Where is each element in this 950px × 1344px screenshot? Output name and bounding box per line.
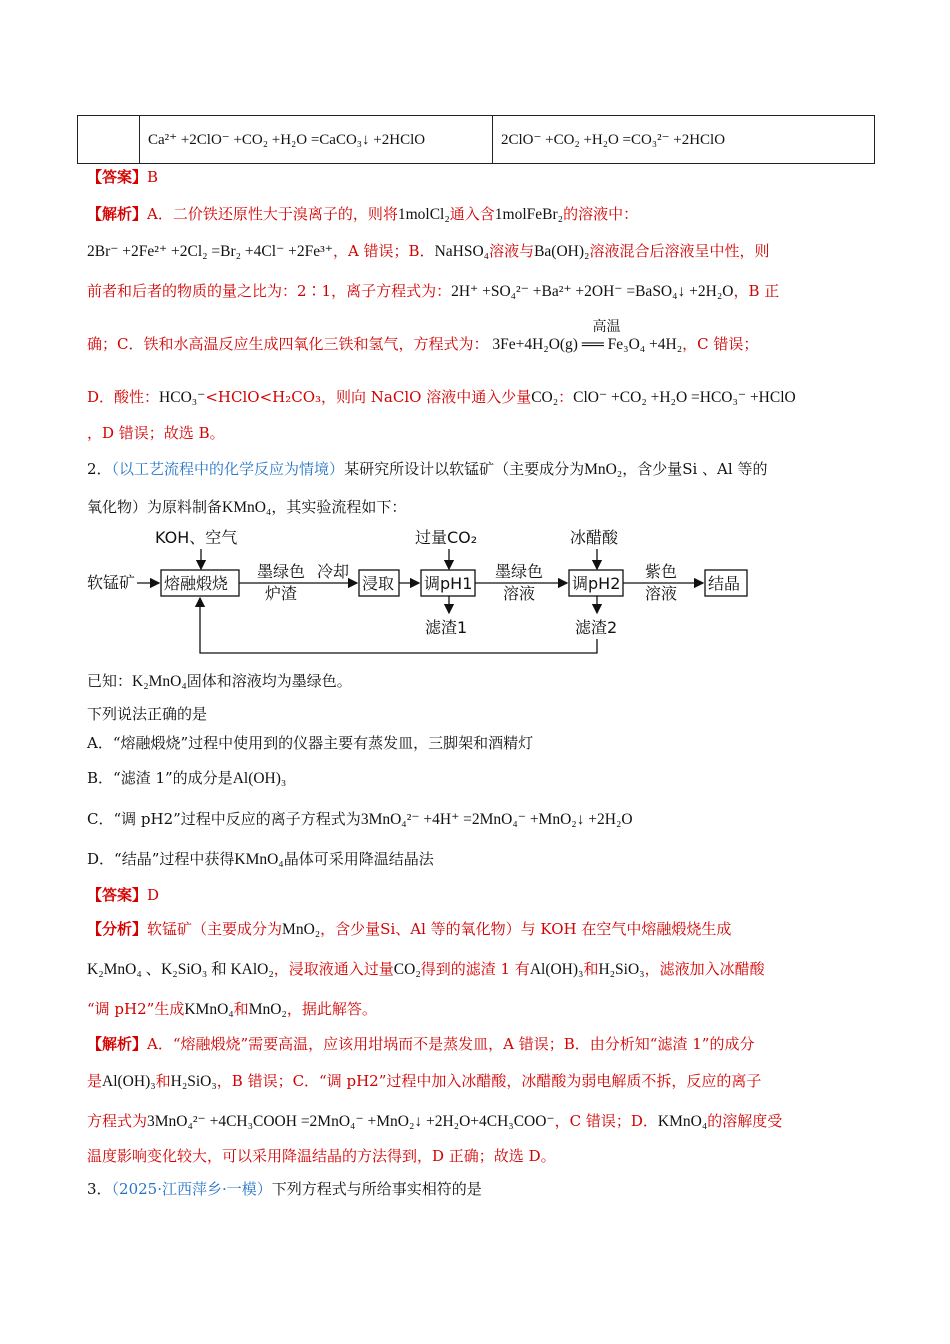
q1-analysis-line6: ，D 错误；故选 B。: [87, 424, 225, 442]
q2-answer: 【答案】D: [87, 886, 160, 904]
q1-analysis-line1: 【解析】A．二价铁还原性大于溴离子的，则将1molCl₂通入含1molFeBr₂的溶液中：: [87, 205, 639, 223]
q1-analysis-line3: 前者和后者的物质的量之比为：2∶1，离子方程式为：2H⁺ +SO₄²⁻ +Ba²⁺ +2OH⁻ =BaSO₄↓ +2H₂O，B 正: [87, 282, 780, 300]
table-cell-empty: [78, 116, 140, 164]
q2-jiexi-line1: 【解析】A．“熔融煅烧”需要高温，应该用坩埚而不是蒸发皿，A 错误；B．由分析知“滤渣 1”的成分: [87, 1035, 755, 1053]
q2-option-a: A．“熔融煅烧”过程中使用到的仪器主要有蒸发皿，三脚架和酒精灯: [87, 734, 534, 752]
flow-box-1-label: 熔融煅烧: [164, 574, 229, 593]
flow-mid-3b: 溶液: [645, 584, 678, 603]
q1-analysis-line4: 确；C．铁和水高温反应生成四氧化三铁和氢气，方程式为： 高温 3Fe+4H₂O(g) ══ Fe₃O₄ +4H₂，C 错误；: [87, 333, 758, 356]
flow-output-2: 滤渣2: [575, 618, 618, 637]
flow-mid-3a: 紫色: [645, 562, 678, 581]
option-table-row: [77, 115, 875, 164]
q2-option-d: D．“结晶”过程中获得KMnO₄晶体可采用降温结晶法: [87, 850, 434, 868]
q1-analysis-line5: D．酸性：HCO₃⁻<HClO<H₂CO₃，则向 NaClO 溶液中通入少量CO₂：ClO⁻ +CO₂ +H₂O =HCO₃⁻ +HClO: [87, 388, 796, 406]
q3-stem: 3．（2025·江西萍乡·一模）下列方程式与所给事实相符的是: [87, 1180, 482, 1198]
flow-input-2: 过量CO₂: [415, 528, 478, 547]
flow-cool: 冷却: [317, 562, 350, 581]
flow-box-2-label: 浸取: [362, 574, 395, 593]
process-flow-diagram: [85, 525, 765, 660]
q2-fenxi-line3: “调 pH2”生成KMnO₄和MnO₂，据此解答。: [87, 1000, 377, 1018]
q2-option-c: C．“调 pH2”过程中反应的离子方程式为3MnO₄²⁻ +4H⁺ =2MnO₄⁻ +MnO₂↓ +2H₂O: [87, 810, 633, 828]
q1-analysis-line2: 2Br⁻ +2Fe²⁺ +2Cl₂ =Br₂ +4Cl⁻ +2Fe³⁺，A 错误；B．NaHSO₄溶液与Ba(OH)₂溶液混合后溶液呈中性，则: [87, 242, 770, 260]
flow-box-4-label: 调pH2: [572, 574, 621, 593]
flow-box-3-label: 调pH1: [424, 574, 473, 593]
q2-stem-line2: 氧化物）为原料制备KMnO₄，其实验流程如下：: [87, 498, 407, 516]
q2-option-b: B．“滤渣 1”的成分是Al(OH)₃: [87, 769, 287, 787]
flow-mid-2a: 墨绿色: [495, 562, 544, 581]
q2-known: 已知：K₂MnO₄固体和溶液均为墨绿色。: [87, 672, 352, 690]
flow-input-1: KOH、空气: [155, 528, 238, 547]
q2-stem-line1: 2．（以工艺流程中的化学反应为情境）某研究所设计以软锰矿（主要成分为MnO₂，含少量Si 、Al 等的: [87, 460, 768, 478]
flow-mid-2b: 溶液: [503, 584, 536, 603]
flow-output-1: 滤渣1: [425, 618, 468, 637]
q2-fenxi-line1: 【分析】软锰矿（主要成分为MnO₂，含少量Si、Al 等的氧化物）与 KOH 在空气中熔融煅烧生成: [87, 920, 732, 938]
flow-start: 软锰矿: [87, 573, 136, 592]
flow-mid-1a: 墨绿色: [257, 562, 306, 581]
flow-mid-1b: 炉渣: [265, 584, 298, 603]
condition-label: 高温: [592, 319, 621, 335]
q1-answer: 【答案】B: [87, 168, 159, 186]
flow-box-5-label: 结晶: [708, 574, 741, 593]
table-cell-equation-2: 2ClO⁻ +CO₂ +H₂O =CO₃²⁻ +2HClO: [493, 116, 875, 164]
q2-fenxi-line2: K₂MnO₄ 、K₂SiO₃ 和 KAlO₂，浸取液通入过量CO₂得到的滤渣 1 有Al(OH)₃和H₂SiO₃，滤液加入冰醋酸: [87, 960, 765, 978]
q2-jiexi-line4: 温度影响变化较大，可以采用降温结晶的方法得到，D 正确；故选 D。: [87, 1147, 556, 1165]
table-cell-equation-1: Ca²⁺ +2ClO⁻ +CO₂ +H₂O =CaCO₃↓ +2HClO: [140, 116, 493, 164]
q2-jiexi-line3: 方程式为3MnO₄²⁻ +4CH₃COOH =2MnO₄⁻ +MnO₂↓ +2H₂O+4CH₃COO⁻，C 错误；D．KMnO₄的溶解度受: [87, 1112, 783, 1130]
flow-input-3: 冰醋酸: [570, 528, 619, 547]
q2-ask: 下列说法正确的是: [87, 705, 208, 723]
q2-jiexi-line2: 是Al(OH)₃和H₂SiO₃，B 错误；C．“调 pH2”过程中加入冰醋酸，冰醋酸为弱电解质不拆，反应的离子: [87, 1072, 762, 1090]
